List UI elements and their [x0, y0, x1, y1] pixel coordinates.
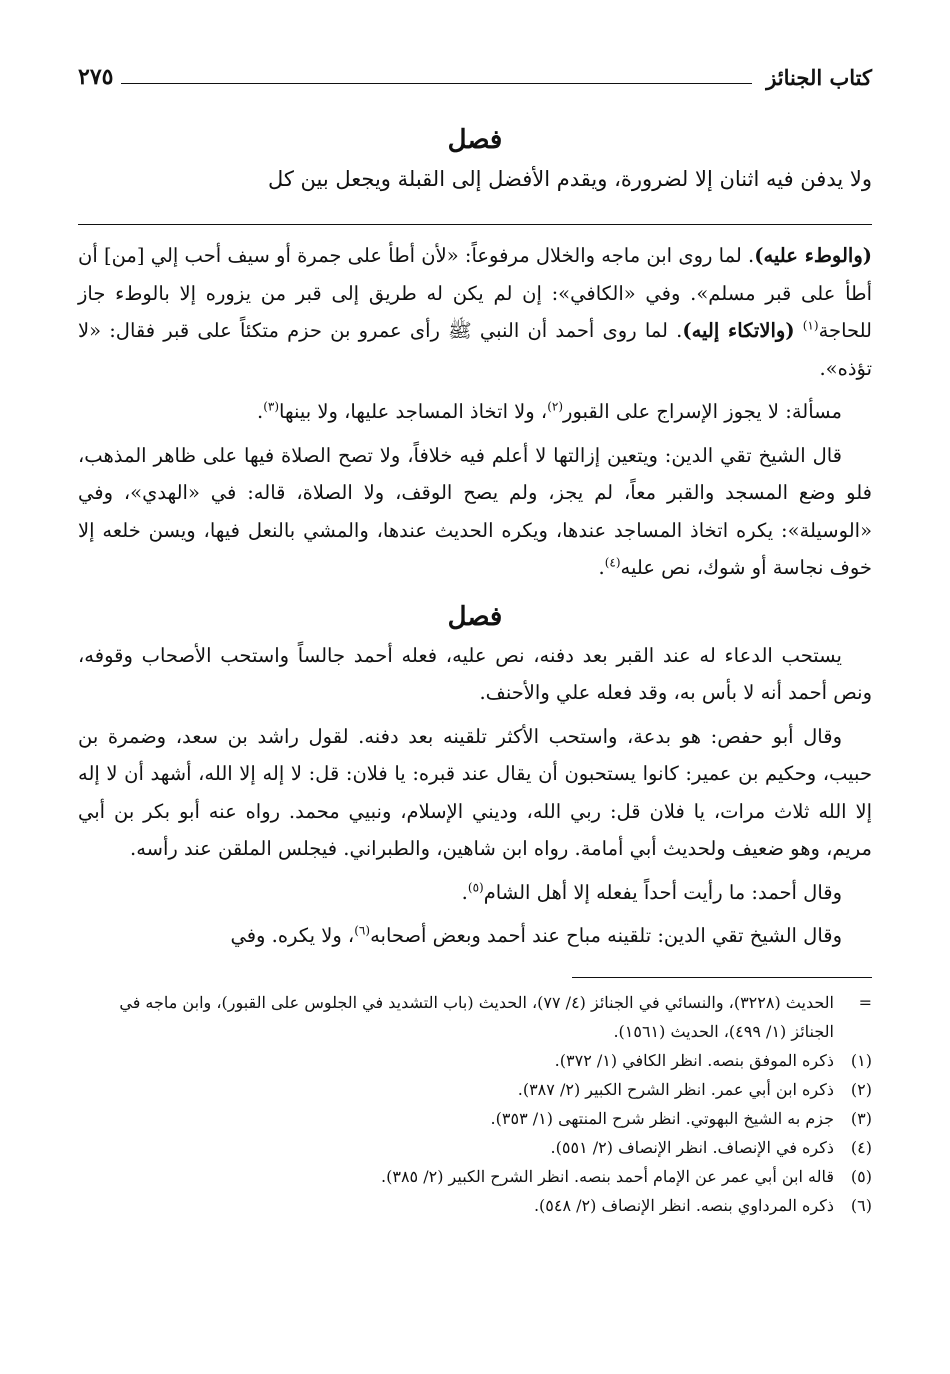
footnote-mark: = [858, 992, 872, 1012]
section-heading-1: فصل [447, 125, 503, 155]
footnote-mark: (٣) [850, 1108, 872, 1128]
text-span: ، ولا اتخاذ المساجد عليها، ولا بينها [279, 400, 548, 423]
footnote-4 [78, 1133, 872, 1162]
matn-commentary-divider [78, 224, 872, 225]
footnote-continuation [78, 988, 872, 1046]
footnote-ref-3[interactable]: (٣) [263, 399, 280, 414]
page-header [78, 58, 872, 90]
footnote-separator [572, 977, 872, 978]
commentary-paragraph-3 [78, 437, 872, 587]
section-heading-2: فصل [447, 601, 503, 632]
footnotes [78, 977, 872, 1220]
footnote-text: ذكره الموفق بنصه. انظر الكافي (١/ ٣٧٢). [554, 1050, 834, 1070]
text-span: . لما روى أحمد أن النبي ﷺ رأى عمرو بن حزم متكئاً على قبر فقال: «لا تؤذه». [78, 319, 872, 380]
page-number: ٢٧٥ [78, 64, 121, 90]
text-span: وقال الشيخ تقي الدين: تلقينه مباح عند أحمد وبعض أصحابه [370, 924, 842, 947]
matn-text: ولا يدفن فيه اثنان إلا لضرورة، ويقدم الأفضل إلى القبلة ويجعل بين كل [267, 167, 872, 191]
footnote-ref-6[interactable]: (٦) [354, 923, 371, 938]
commentary-paragraph-2 [78, 393, 872, 431]
bold-phrase-wat: (والوطء عليه) [754, 244, 872, 267]
header-rule [118, 83, 752, 84]
text-span: . [598, 556, 605, 579]
text-span: . [256, 400, 264, 423]
footnote-6 [78, 1191, 872, 1220]
footnote-text: ذكره المرداوي بنصه. انظر الإنصاف (٢/ ٥٤٨). [533, 1195, 834, 1215]
footnote-text: الحديث (٣٢٢٨)، والنسائي في الجنائز (٤/ ٧٧)، الحديث (باب التشديد في الجلوس على القبور)، وابن ماجه في الجنائز (١/ ٤٩٩)، الحديث (١٥٦١). [119, 992, 834, 1041]
footnote-2 [78, 1075, 872, 1104]
footnote-mark: (٦) [850, 1195, 872, 1215]
footnote-mark: (٢) [850, 1079, 872, 1099]
footnote-ref-2[interactable]: (٢) [547, 399, 564, 414]
section2-paragraph-2: وقال أبو حفص: هو بدعة، واستحب الأكثر تلقينه بعد دفنه. لقول راشد بن سعد، وضمرة بن حبيب، وحكيم بن عمير: كانوا يستحبون أن يقال عند قبره: يا فلان: قل: لا إله إلا الله، أشهد أن لا إله إلا الله ثلاث مرات، يا فلان قل: ربي الله، وديني الإسلام، ونبيي محمد. رواه عنه أبو بكر بن أبي مريم، وهو ضعيف ولحديث أبي أمامة. رواه ابن شاهين، والطبراني. فيجلس الملقن عند رأسه. [78, 724, 872, 860]
section2-paragraph-1: يستحب الدعاء له عند القبر بعد دفنه، نص عليه، فعله أحمد جالساً واستحب الأصحاب وقوفه، ونص أحمد أنه لا بأس به، وقد فعله علي والأحنف. [78, 643, 872, 704]
footnote-text: ذكره في الإنصاف. انظر الإنصاف (٢/ ٥٥١). [550, 1137, 834, 1157]
footnote-mark: (٥) [850, 1166, 872, 1186]
section2-paragraph-4 [78, 917, 872, 955]
text-span: قال الشيخ تقي الدين: ويتعين إزالتها لا أعلم فيه خلافاً، ولا تصح الصلاة فيها على ظاهر المذهب، فلو وضع المسجد والقبر معاً، لم يجز، ولم يصح الوقف، ولا الصلاة، قاله: في «الهدي»، وفي «الوسيلة»: يكره اتخاذ المساجد عندها، ويكره الحديث عندها، والمشي بالنعل فيها، ويسن خلعه إلا خوف نجاسة أو شوك، نص عليه [78, 443, 872, 579]
text-span: مسألة: لا يجوز الإسراج على القبور [563, 400, 842, 423]
footnote-text: ذكره ابن أبي عمر. انظر الشرح الكبير (٢/ ٣٨٧). [517, 1079, 834, 1099]
book-title: كتاب الجنائز [758, 65, 872, 90]
footnote-text: قاله ابن أبي عمر عن الإمام أحمد بنصه. انظر الشرح الكبير (٢/ ٣٨٥). [381, 1166, 834, 1186]
footnote-5 [78, 1162, 872, 1191]
footnote-text: جزم به الشيخ البهوتي. انظر شرح المنتهى (١/ ٣٥٣). [490, 1108, 834, 1128]
footnote-ref-5[interactable]: (٥) [467, 880, 484, 894]
footnote-1 [78, 1046, 872, 1075]
section2-paragraph-3 [78, 874, 872, 912]
footnote-ref-4[interactable]: (٤) [604, 555, 621, 570]
bold-phrase-ittika: (والاتكاء إليه) [682, 319, 795, 342]
commentary-paragraph-1 [78, 237, 872, 387]
footnote-mark: (١) [850, 1050, 872, 1070]
text-span: وقال أحمد: ما رأيت أحداً يفعله إلا أهل الشام [483, 880, 842, 904]
text-span: . لما روى ابن ماجه والخلال مرفوعاً: «لأن أطأ على جمرة أو سيف أحب إلي [من] أن أطأ على قبر مسلم». وفي «الكافي»: إن لم يكن له طريق إلى قبر من يزوره إلا بالوطء جاز للحاجة [78, 244, 872, 342]
footnote-3 [78, 1104, 872, 1133]
footnote-mark: (٤) [850, 1137, 872, 1157]
footnote-ref-1[interactable]: (١) [802, 318, 819, 333]
text-span: ، ولا يكره. وفي [230, 924, 355, 947]
text-span: . [461, 880, 468, 904]
